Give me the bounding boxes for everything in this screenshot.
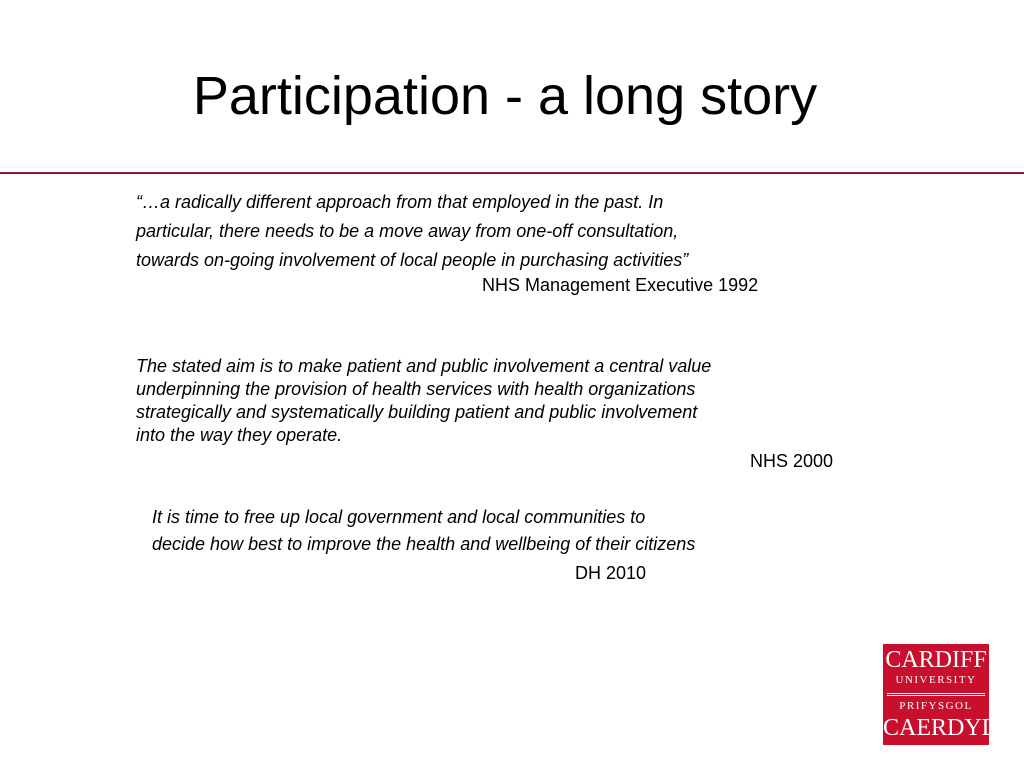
quote-1 [136, 188, 866, 275]
quote-1-line-1: “…a radically different approach from that employed in the past. In [136, 192, 664, 212]
quote-2 [136, 355, 876, 447]
quote-2-line-3: strategically and systematically building patient and public involvement [136, 402, 698, 422]
title-divider [0, 172, 1024, 174]
quote-2-source: NHS 2000 [750, 451, 834, 471]
quote-2-line-1: The stated aim is to make patient and public involvement a central value [136, 356, 712, 376]
quote-3-line-2: decide how best to improve the health and wellbeing of their citizens [152, 534, 696, 554]
logo-line-prifysgol: PRIFYSGOL [899, 700, 973, 712]
quote-1-line-3: towards on-going involvement of local people in purchasing activities” [136, 250, 689, 270]
logo-line-cardiff: CARDIFF [885, 647, 987, 673]
quote-3-line-1: It is time to free up local government and local communities to [152, 507, 646, 527]
slide-title: Participation - a long story [192, 66, 818, 126]
quote-3-source: DH 2010 [575, 563, 647, 583]
logo-line-university: UNIVERSITY [895, 674, 977, 686]
quote-2-line-4: into the way they operate. [136, 425, 343, 445]
cardiff-university-logo [883, 644, 1017, 745]
quote-3 [152, 504, 872, 558]
quote-2-line-2: underpinning the provision of health services with health organizations [136, 379, 696, 399]
logo-divider-bottom [887, 695, 985, 696]
quote-1-line-2: particular, there needs to be a move away from one-off consultation, [136, 221, 679, 241]
quote-1-source: NHS Management Executive 1992 [482, 275, 759, 295]
logo-line-caerdydd: CAERDYDD [883, 715, 1017, 741]
logo-divider-top [887, 693, 985, 694]
